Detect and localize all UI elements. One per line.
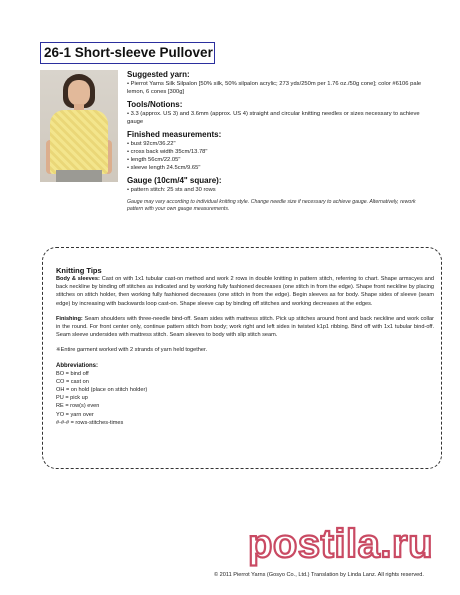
abbreviation-item: OH = on hold (place on stitch holder)	[56, 387, 148, 394]
gauge-heading: Gauge (10cm/4" square):	[127, 176, 222, 185]
abbreviations-heading: Abbreviations:	[56, 362, 99, 369]
finishing-paragraph	[56, 315, 434, 340]
tools-heading: Tools/Notions:	[127, 100, 183, 109]
measurement-item: • sleeve length 24.5cm/9.65"	[127, 165, 201, 171]
knitting-tips	[56, 266, 434, 427]
yarn-text: • Pierrot Yarns Silk Silpalon [50% silk, 50% silpalon acrylic; 273 yds/250m per 1.76 oz./50g cone]; color #6106 pale lemon, 6 cones [300g]	[127, 81, 422, 95]
page-title: 26-1 Short-sleeve Pullover	[40, 42, 215, 64]
gauge-text: • pattern stitch: 25 sts and 30 rows	[127, 187, 216, 193]
body-sleeves-label: Body & sleeves:	[56, 276, 100, 282]
pullover-garment	[50, 110, 108, 174]
abbreviation-item: #-#-# = rows-stitches-times	[56, 419, 124, 426]
model-face	[68, 80, 90, 106]
model-skirt	[56, 170, 102, 182]
finishing-label: Finishing:	[56, 315, 83, 322]
abbreviation-item: PU = pick up	[56, 395, 88, 402]
body-sleeves-text: Cast on with 1x1 tubular cast-on method and work 2 rows in double knitting in pattern stitch, referring to chart. Shape armscyes and back neckline by binding off stitches as indicated and by working fully fashioned decreases (one stitch in from the edge). Shape front neckline by placing stitches on stitch holder, then working fully fashioned decreases (one stitch in from the edge). Begin sleeves as for body. Shape sides of sleeve (seam edge) by increasing with backwards loop cast-on. Shape sleeve cap by binding off stitches and working decreases at the edges.	[56, 276, 435, 307]
strands-note: ※Entire garment worked with 2 strands of yarn held together.	[56, 347, 208, 354]
body-sleeves-paragraph	[56, 275, 434, 308]
measurement-item: • cross back width 35cm/13.78"	[127, 149, 208, 155]
measurement-item: • bust 92cm/36.22"	[127, 141, 176, 147]
finishing-text: Seam shoulders with three-needle bind-off. Seam sides with mattress stitch. Pick up stitches around front and back neckline and work collar in the round. For front center only, continue pattern stitch from body; work right and left sides in twisted k1p1 ribbing. Bind off with 1x1 tubular bind-off. Seam sleeve undersides with mattress stitch. Seam sleeves to body with slip stitch seam.	[56, 315, 434, 339]
yarn-heading: Suggested yarn:	[127, 70, 190, 79]
model-photo	[40, 70, 118, 182]
measurement-item: • length 56cm/22.05"	[127, 157, 181, 163]
gauge-note: Gauge may vary according to individual knitting style. Change needle size if necessary to achieve gauge. Alternatively, rework pattern with your own gauge measurements.	[127, 199, 416, 212]
abbreviation-item: CO = cast on	[56, 378, 89, 385]
tools-text: • 3.3 (approx. US 3) and 3.6mm (approx. US 4) straight and circular knitting needles or sizes necessary to achieve gauge	[127, 111, 420, 125]
measurements-heading: Finished measurements:	[127, 130, 222, 139]
pattern-info	[127, 70, 427, 213]
tips-heading: Knitting Tips	[56, 266, 102, 275]
abbreviation-item: RE = row(s) even	[56, 403, 100, 410]
copyright-footer: © 2011 Pierrot Yarns (Gosyo Co., Ltd.) Translation by Linda Lanz. All rights reserved.	[214, 572, 424, 578]
abbreviation-item: YO = yarn over	[56, 411, 94, 418]
abbreviation-item: BO = bind off	[56, 370, 89, 377]
watermark-logo: postila.ru	[248, 522, 434, 566]
